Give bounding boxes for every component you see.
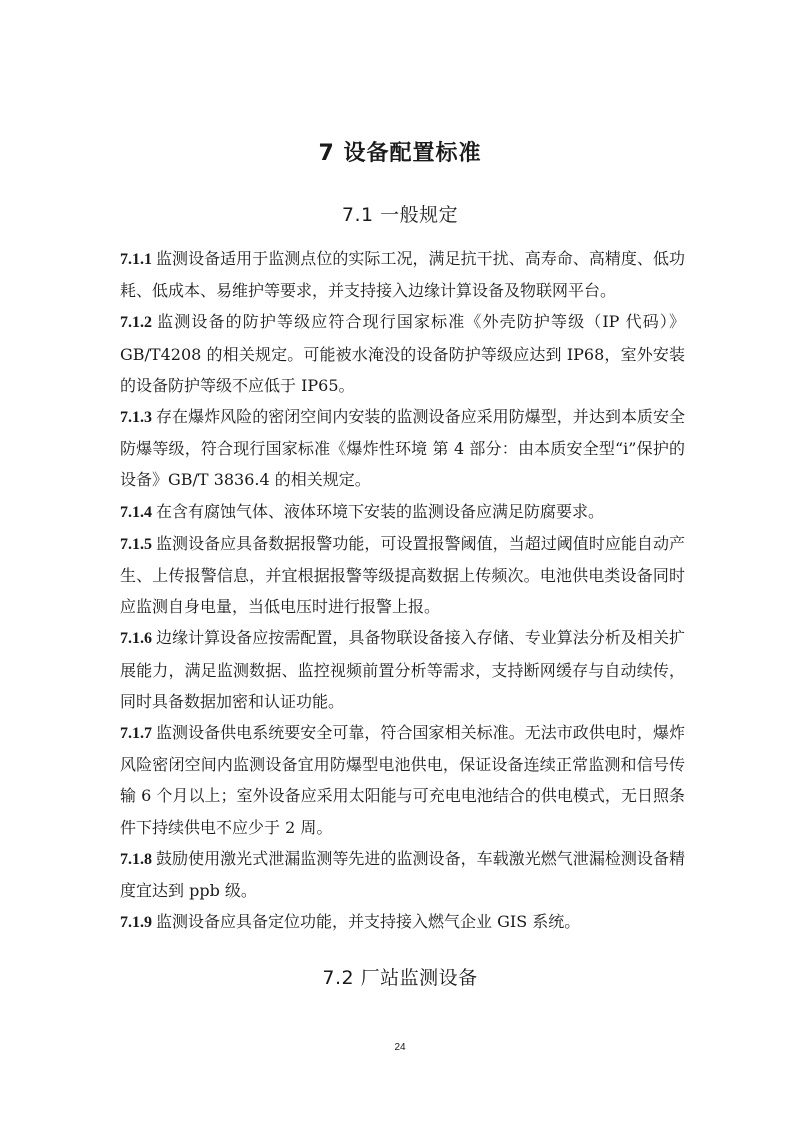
clause-number: 7.1.1 — [120, 251, 152, 268]
clause-text: 鼓励使用激光式泄漏监测等先进的监测设备，车载激光燃气泄漏检测设备精度宜达到 ppb 级。 — [120, 848, 685, 901]
clause-number: 7.1.9 — [120, 914, 152, 932]
clause-7-1-9 — [120, 906, 685, 938]
clause-7-1-3 — [120, 401, 685, 496]
clause-text: 监测设备的防护等级应符合现行国家标准《外壳防护等级（IP 代码）》GB/T4208 的相关规定。可能被水淹没的设备防护等级应达到 IP68，室外安装的设备防护等级不应低于 IP65。 — [120, 312, 685, 395]
clause-7-1-8 — [120, 843, 685, 906]
clause-7-1-4 — [120, 496, 685, 528]
clause-7-1-2 — [120, 306, 685, 401]
clause-text: 监测设备应具备定位功能，并支持接入燃气企业 GIS 系统。 — [156, 912, 581, 932]
chapter-title: 7 设备配置标准 — [318, 141, 482, 166]
clause-7-1-7 — [120, 717, 685, 843]
clause-number: 7.1.6 — [120, 630, 152, 648]
clause-number: 7.1.7 — [120, 725, 152, 743]
clause-number: 7.1.4 — [120, 503, 152, 521]
clause-7-1-6 — [120, 622, 685, 717]
clause-text: 监测设备应具备数据报警功能，可设置报警阈值，当超过阈值时应能自动产生、上传报警信息，并宜根据报警等级提高数据上传频次。电池供电类设备同时应监测自身电量，当低电压时进行报警上报。 — [120, 533, 685, 617]
clause-number: 7.1.5 — [120, 535, 152, 553]
clause-text: 边缘计算设备应按需配置，具备物联设备接入存储、专业算法分析及相关扩展能力，满足监测数据、监控视频前置分析等需求，支持断网缓存与自动续传，同时具备数据加密和认证功能。 — [120, 628, 685, 711]
clause-text: 监测设备适用于监测点位的实际工况，满足抗干扰、高寿命、高精度、低功耗、低成本、易维护等要求，并支持接入边缘计算设备及物联网平台。 — [120, 249, 685, 301]
clause-text: 监测设备供电系统要安全可靠，符合国家相关标准。无法市政供电时，爆炸风险密闭空间内监测设备宜用防爆型电池供电，保证设备连续正常监测和信号传输 6 个月以上；室外设备应采用太阳能与可充电电池结合的供电模式，无日照条件下持续供电不应少于 2 周。 — [120, 723, 685, 837]
clause-text: 存在爆炸风险的密闭空间内安装的监测设备应采用防爆型，并达到本质安全防爆等级，符合现行国家标准《爆炸性环境 第 4 部分：由本质安全型“i”保护的设备》GB/T 3836.4 的相关规定。 — [120, 407, 685, 490]
clause-number: 7.1.2 — [120, 314, 152, 332]
clause-list — [120, 243, 685, 938]
page-number: 24 — [394, 1042, 406, 1053]
section-title-7-1: 7.1 一般规定 — [341, 204, 459, 226]
clause-number: 7.1.8 — [120, 850, 152, 868]
clause-7-1-1 — [120, 243, 685, 306]
section-title-7-2: 7.2 厂站监测设备 — [322, 967, 478, 989]
clause-text: 在含有腐蚀气体、液体环境下安装的监测设备应满足防腐要求。 — [156, 501, 605, 521]
clause-number: 7.1.3 — [120, 409, 152, 427]
clause-7-1-5 — [120, 528, 685, 623]
